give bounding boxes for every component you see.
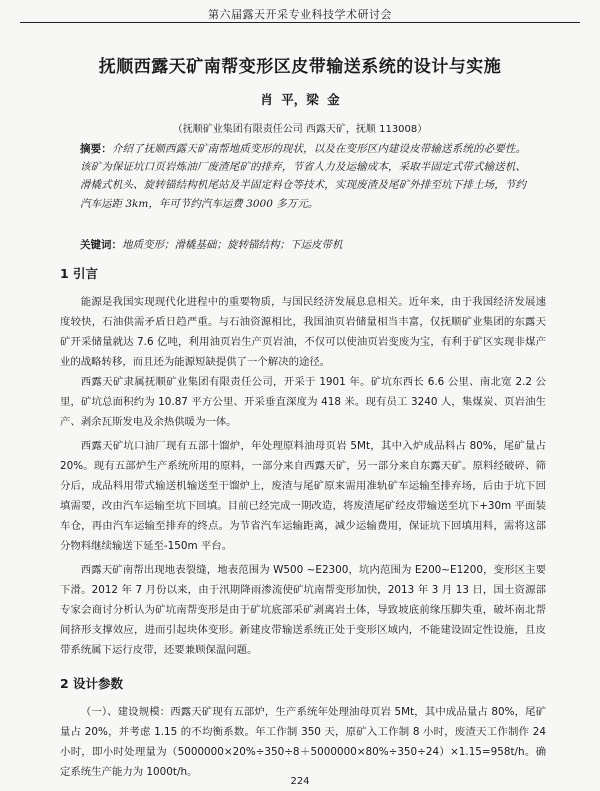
intro-paragraph-1: 能源是我国实现现代化进程中的重要物质，与国民经济发展息息相关。近年来，由于我国经济发展速度较快，石油供需矛盾日趋严重。与石油资源相比，我国油页岩储量相当丰富，仅抚顺矿业集团的东露天矿开采储量就达 7.6 亿吨，利用油页岩生产页岩油，不仅可以使油页岩变废为宝，有利于矿区实现非煤产业的战略转移，而且还为能源短缺提供了一个解决的途径。 [60,296,546,368]
page-number: 224 [290,776,310,787]
keywords-label: 关键词： [80,239,122,251]
paper-title: 抚顺西露天矿南帮变形区皮带输送系统的设计与实施 [98,57,502,77]
abstract-text: 介绍了抚顺西露天矿南帮地质变形的现状，以及在变形区内建设皮带输送系统的必要性。该矿为保证坑口页岩炼油厂废渣尾矿的排弃，节省人力及运输成本，采取半固定式带式输送机、滑橇式机头、旋转锚结构机尾站及半固定料仓等技术，实现废渣及尾矿外排至坑下排土场，节约汽车运距 3km，年可节约汽车运费 3000 多万元。 [80,143,527,210]
intro-paragraph-2: 西露天矿隶属抚顺矿业集团有限责任公司，开采于 1901 年。矿坑东西长 6.6 公里、南北宽 2.2 公里，矿坑总面积约为 10.87 平方公里、开采垂直深度为 418 米。现有员工 3240 人，集煤炭、页岩油生产、剥余瓦斯发电及余热供暖为一体。 [60,376,546,428]
paper-affiliation: （抚顺矿业集团有限责任公司 西露天矿，抚顺 113008） [172,124,428,135]
header-rule [20,22,580,23]
intro-paragraph-3: 西露天矿坑口油厂现有五部十馏炉，年处理原料油母页岩 5Mt，其中入炉成品料占 80%，尾矿量占 20%。现有五部炉生产系统所用的原料，一部分来自西露天矿，另一部分来自东露天矿。原料经破碎、筛分后，成品料用带式输送机输送至干馏炉上，废渣与尾矿原来需用准轨矿车运输至排弃场，后由于坑下回填需要，改由汽车运输至坑下回填。目前已经完成一期改造，将废渣尾矿经皮带输送至坑下+30m 平面装车仓，再由汽车运输至排弃的终点。为节省汽车运输距离，减少运输费用，保证坑下回填用料，需将这部分物料继续输送下延至-150m 平台。 [60,440,546,552]
section-heading-params: 2 设计参数 [60,676,124,691]
running-header: 第六届露天开采专业科技学术研讨会 [208,8,392,21]
abstract-label: 摘要： [80,143,112,155]
abstract [80,140,526,213]
keywords [80,237,526,252]
section-heading-intro: 1 引言 [60,266,99,281]
intro-paragraph-4: 西露天矿南帮出现地表裂缝，地表范围为 W500 ~E2300，坑内范围为 E200~E1200，变形区主要下滑。2012 年 7 月份以来，由于汛期降雨渗流使矿坑南帮变形加快，2013 年 3 月 13 日，国土资源部专家会商讨分析认为矿坑南帮变形是由于矿坑底部采矿剥离岩土体，导致坡底前缘压脚失重，破坏南北帮间挤形支撑效应，进而引起块体变形。新建皮带输送系统正处于变形区域内，不能建设固定性设施，且皮带系统属下运行皮带，还要兼顾保温问题。 [60,564,546,656]
keywords-text: 地质变形；滑橇基础；旋转锚结构；下运皮带机 [122,239,343,251]
paper-authors: 肖 平，梁 金 [260,92,340,107]
params-paragraph-1: （一）、建设规模：西露天矿现有五部炉，生产系统年处理油母页岩 5Mt，其中成品量占 80%，尾矿量占 20%，并考虑 1.15 的不均衡系数。年工作制 350 天，原矿入工作制 8 小时，废渣天工作制作 24 小时，即小时处理量为（5000000×20%÷350÷8＋5000000×80%÷350÷24）×1.15=958t/h。确定系统生产能力为 1000t/h。 [60,706,546,778]
